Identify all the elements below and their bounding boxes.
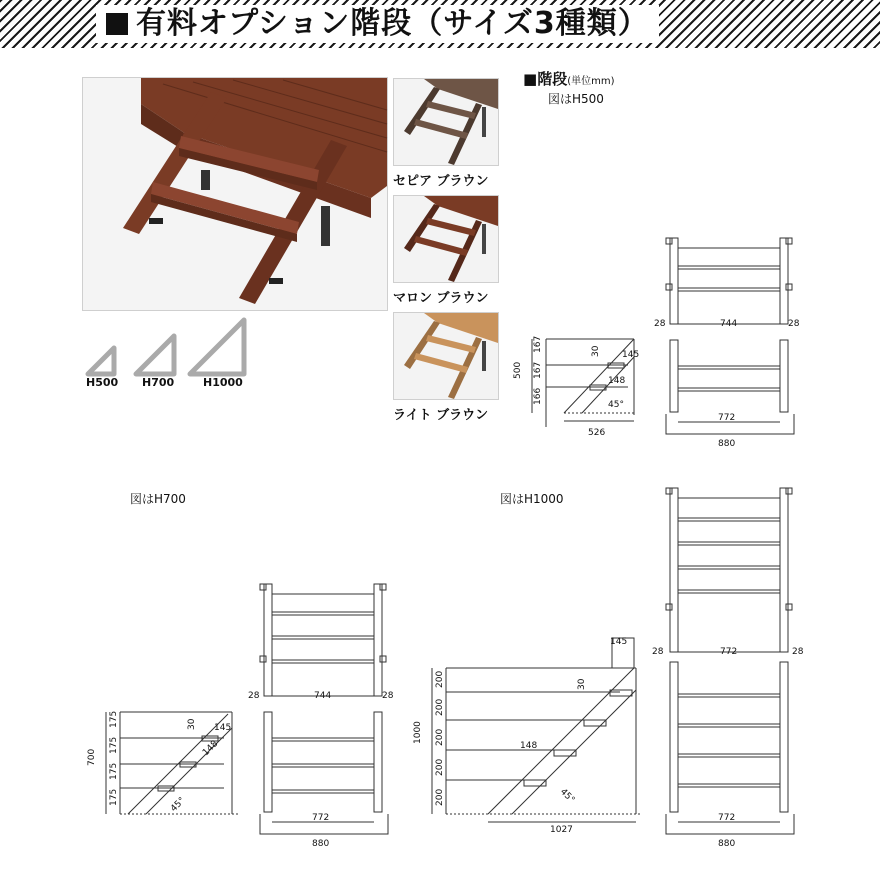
h1000-rise2-dim: 200: [435, 698, 445, 716]
h700-front-outer-dim: 880: [312, 839, 330, 849]
h700-caption: 図はH700: [130, 492, 186, 506]
h500-tread-dim: 30: [591, 345, 601, 357]
size-label-h1000: H1000: [203, 376, 243, 389]
h1000-top-left-dim: 28: [652, 647, 664, 657]
h700-step-dim: 148: [201, 738, 221, 759]
h700-depth-dim: 145: [214, 723, 232, 733]
h700-tread-dim: 30: [187, 718, 197, 730]
h700-rise4-dim: 175: [109, 788, 119, 806]
square-bullet-icon: [106, 13, 128, 35]
h500-rise2-dim: 167: [533, 361, 543, 379]
h1000-top-mid-dim: 772: [720, 647, 738, 657]
h500-top-view: [654, 236, 810, 331]
swatch-label-light: ライト ブラウン: [393, 408, 489, 423]
main-stair-photo: [82, 77, 388, 311]
h1000-rise1-dim: 200: [435, 670, 445, 688]
h1000-rise4-dim: 200: [435, 758, 445, 776]
h700-side-view: [87, 708, 248, 828]
h1000-total-dim: 1000: [413, 721, 423, 744]
h700-top-view: [248, 580, 404, 701]
h1000-rise5-dim: 200: [435, 788, 445, 806]
h500-rise3-dim: 166: [533, 387, 543, 405]
h500-front-inner-dim: 772: [718, 413, 736, 423]
header-banner: [0, 0, 880, 48]
h500-top-mid-dim: 744: [720, 319, 738, 329]
h1000-side-view: [413, 632, 644, 835]
h1000-caption: 図はH1000: [500, 492, 564, 506]
h500-step-dim: 148: [608, 376, 626, 386]
h500-total-dim: 500: [513, 361, 523, 379]
size-label-h700: H700: [142, 376, 175, 389]
h500-top-right-dim: 28: [788, 319, 800, 329]
h500-top-left-dim: 28: [654, 319, 666, 329]
page-title: 有料オプション階段（サイズ3種類）: [96, 5, 659, 43]
swatch-light-photo: [393, 312, 499, 400]
h1000-front-inner-dim: 772: [718, 813, 736, 823]
h700-total-dim: 700: [87, 748, 97, 766]
h1000-depth-dim: 145: [610, 637, 628, 647]
size-h700-icon: [136, 336, 174, 374]
h1000-tread-dim: 30: [577, 678, 587, 690]
stair-illustration: [83, 78, 387, 310]
swatch-stair-2: [394, 313, 498, 399]
h700-front-view: [254, 710, 404, 849]
h1000-top-view: [652, 486, 810, 657]
h1000-top-right-dim: 28: [792, 647, 804, 657]
h1000-step-dim: 148: [520, 741, 538, 751]
size-icons: [84, 316, 254, 376]
size-h500-icon: [88, 348, 114, 374]
h1000-base-dim: 1027: [550, 825, 573, 835]
h1000-angle-dim: 45°: [557, 787, 577, 806]
h1000-front-outer-dim: 880: [718, 839, 736, 849]
swatch-label-sepia: セピア ブラウン: [393, 174, 489, 189]
h700-top-left-dim: 28: [248, 691, 260, 701]
h1000-rise3-dim: 200: [435, 728, 445, 746]
h700-angle-dim: 45°: [169, 795, 188, 815]
h500-front-outer-dim: 880: [718, 439, 736, 449]
h700-rise1-dim: 175: [109, 710, 119, 728]
h500-base-dim: 526: [588, 428, 606, 438]
swatch-sepia-photo: [393, 78, 499, 166]
size-label-h500: H500: [86, 376, 119, 389]
h500-angle-dim: 45°: [608, 400, 624, 410]
h700-front-inner-dim: 772: [312, 813, 330, 823]
h700-rise3-dim: 175: [109, 762, 119, 780]
swatch-maroon-photo: [393, 195, 499, 283]
h700-rise2-dim: 175: [109, 736, 119, 754]
h700-top-right-dim: 28: [382, 691, 394, 701]
h500-front-view: [660, 338, 810, 448]
swatch-stair-1: [394, 196, 498, 282]
swatch-stair-0: [394, 79, 498, 165]
swatch-label-maroon: マロン ブラウン: [393, 291, 489, 306]
size-h1000-icon: [190, 320, 244, 374]
h500-caption: 図はH500: [548, 92, 604, 106]
h500-depth-dim: 145: [622, 350, 640, 360]
h500-side-view: [513, 335, 654, 440]
h500-rise1-dim: 167: [533, 335, 543, 353]
spec-title: ■階段(単位mm): [523, 70, 615, 88]
h1000-front-view: [660, 660, 810, 849]
h700-top-mid-dim: 744: [314, 691, 332, 701]
